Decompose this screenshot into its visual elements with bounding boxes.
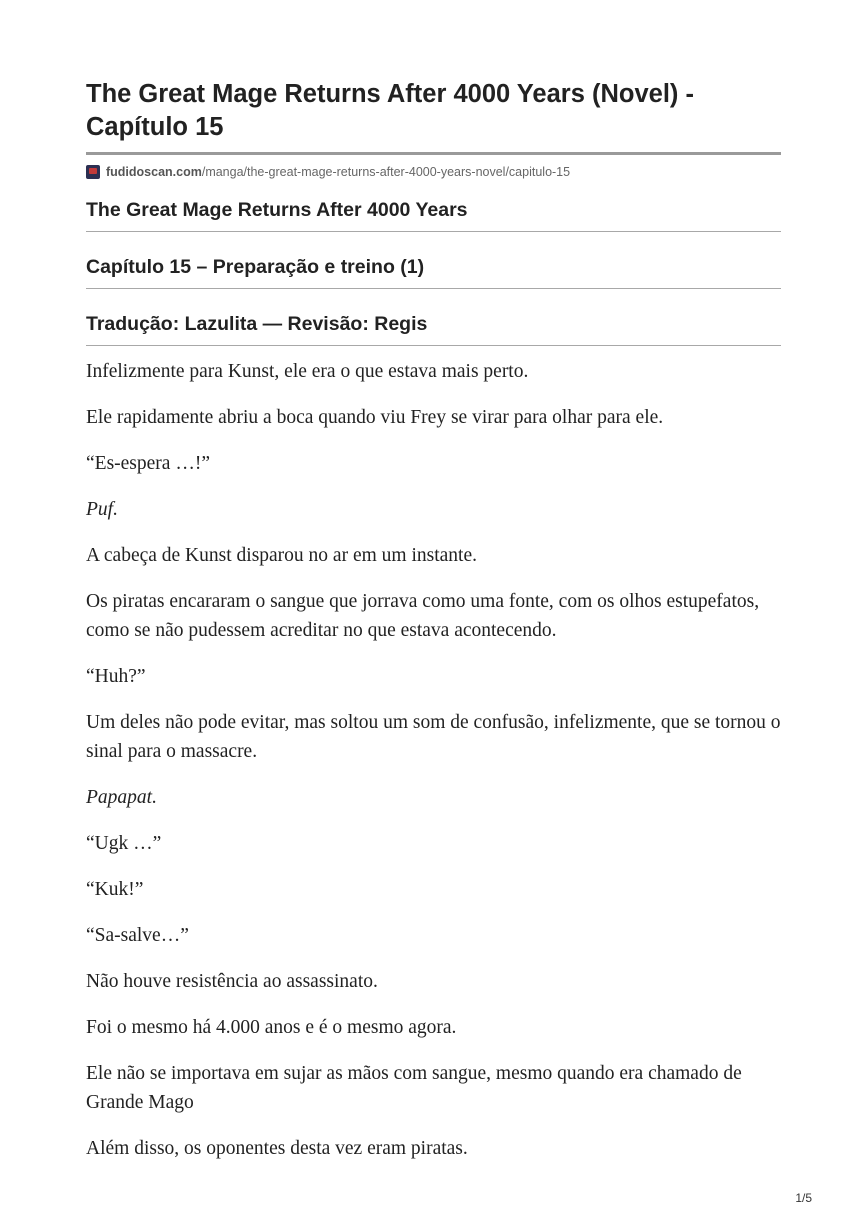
source-path: /manga/the-great-mage-returns-after-4000-years-novel/capitulo-15	[201, 165, 571, 179]
site-favicon-icon	[86, 165, 100, 179]
series-heading: The Great Mage Returns After 4000 Years	[86, 198, 781, 232]
source-line	[86, 163, 781, 181]
source-domain: fudidoscan.com	[106, 165, 202, 179]
source-link[interactable]	[106, 165, 570, 179]
paragraph: Os piratas encararam o sangue que jorrava como uma fonte, com os olhos estupefatos, como se não pudessem acreditar no que estava acontecendo.	[86, 591, 760, 641]
document-page	[86, 78, 781, 1163]
paragraph: “Sa-salve…”	[86, 925, 189, 946]
paragraph: “Ugk …”	[86, 833, 162, 854]
document-title: The Great Mage Returns After 4000 Years (Novel) - Capítulo 15	[86, 78, 781, 155]
paragraph: Foi o mesmo há 4.000 anos e é o mesmo agora.	[86, 1017, 457, 1038]
paragraph: Ele rapidamente abriu a boca quando viu Frey se virar para olhar para ele.	[86, 407, 664, 428]
paragraph: Ele não se importava em sujar as mãos com sangue, mesmo quando era chamado de Grande Mago	[86, 1063, 742, 1113]
paragraph-sound-effect: Puf.	[86, 499, 118, 520]
paragraph: A cabeça de Kunst disparou no ar em um instante.	[86, 545, 477, 566]
paragraph-sound-effect: Papapat.	[86, 787, 157, 808]
paragraph: “Es-espera …!”	[86, 453, 210, 474]
chapter-body	[86, 357, 781, 1163]
paragraph: “Huh?”	[86, 666, 146, 687]
page-number: 1/5	[795, 1191, 812, 1205]
paragraph: Um deles não pode evitar, mas soltou um som de confusão, infelizmente, que se tornou o sinal para o massacre.	[86, 712, 781, 762]
paragraph: Não houve resistência ao assassinato.	[86, 971, 378, 992]
credits-heading: Tradução: Lazulita — Revisão: Regis	[86, 312, 781, 346]
chapter-heading: Capítulo 15 – Preparação e treino (1)	[86, 255, 781, 289]
paragraph: Infelizmente para Kunst, ele era o que estava mais perto.	[86, 361, 529, 382]
paragraph: Além disso, os oponentes desta vez eram piratas.	[86, 1138, 468, 1159]
paragraph: “Kuk!”	[86, 879, 144, 900]
